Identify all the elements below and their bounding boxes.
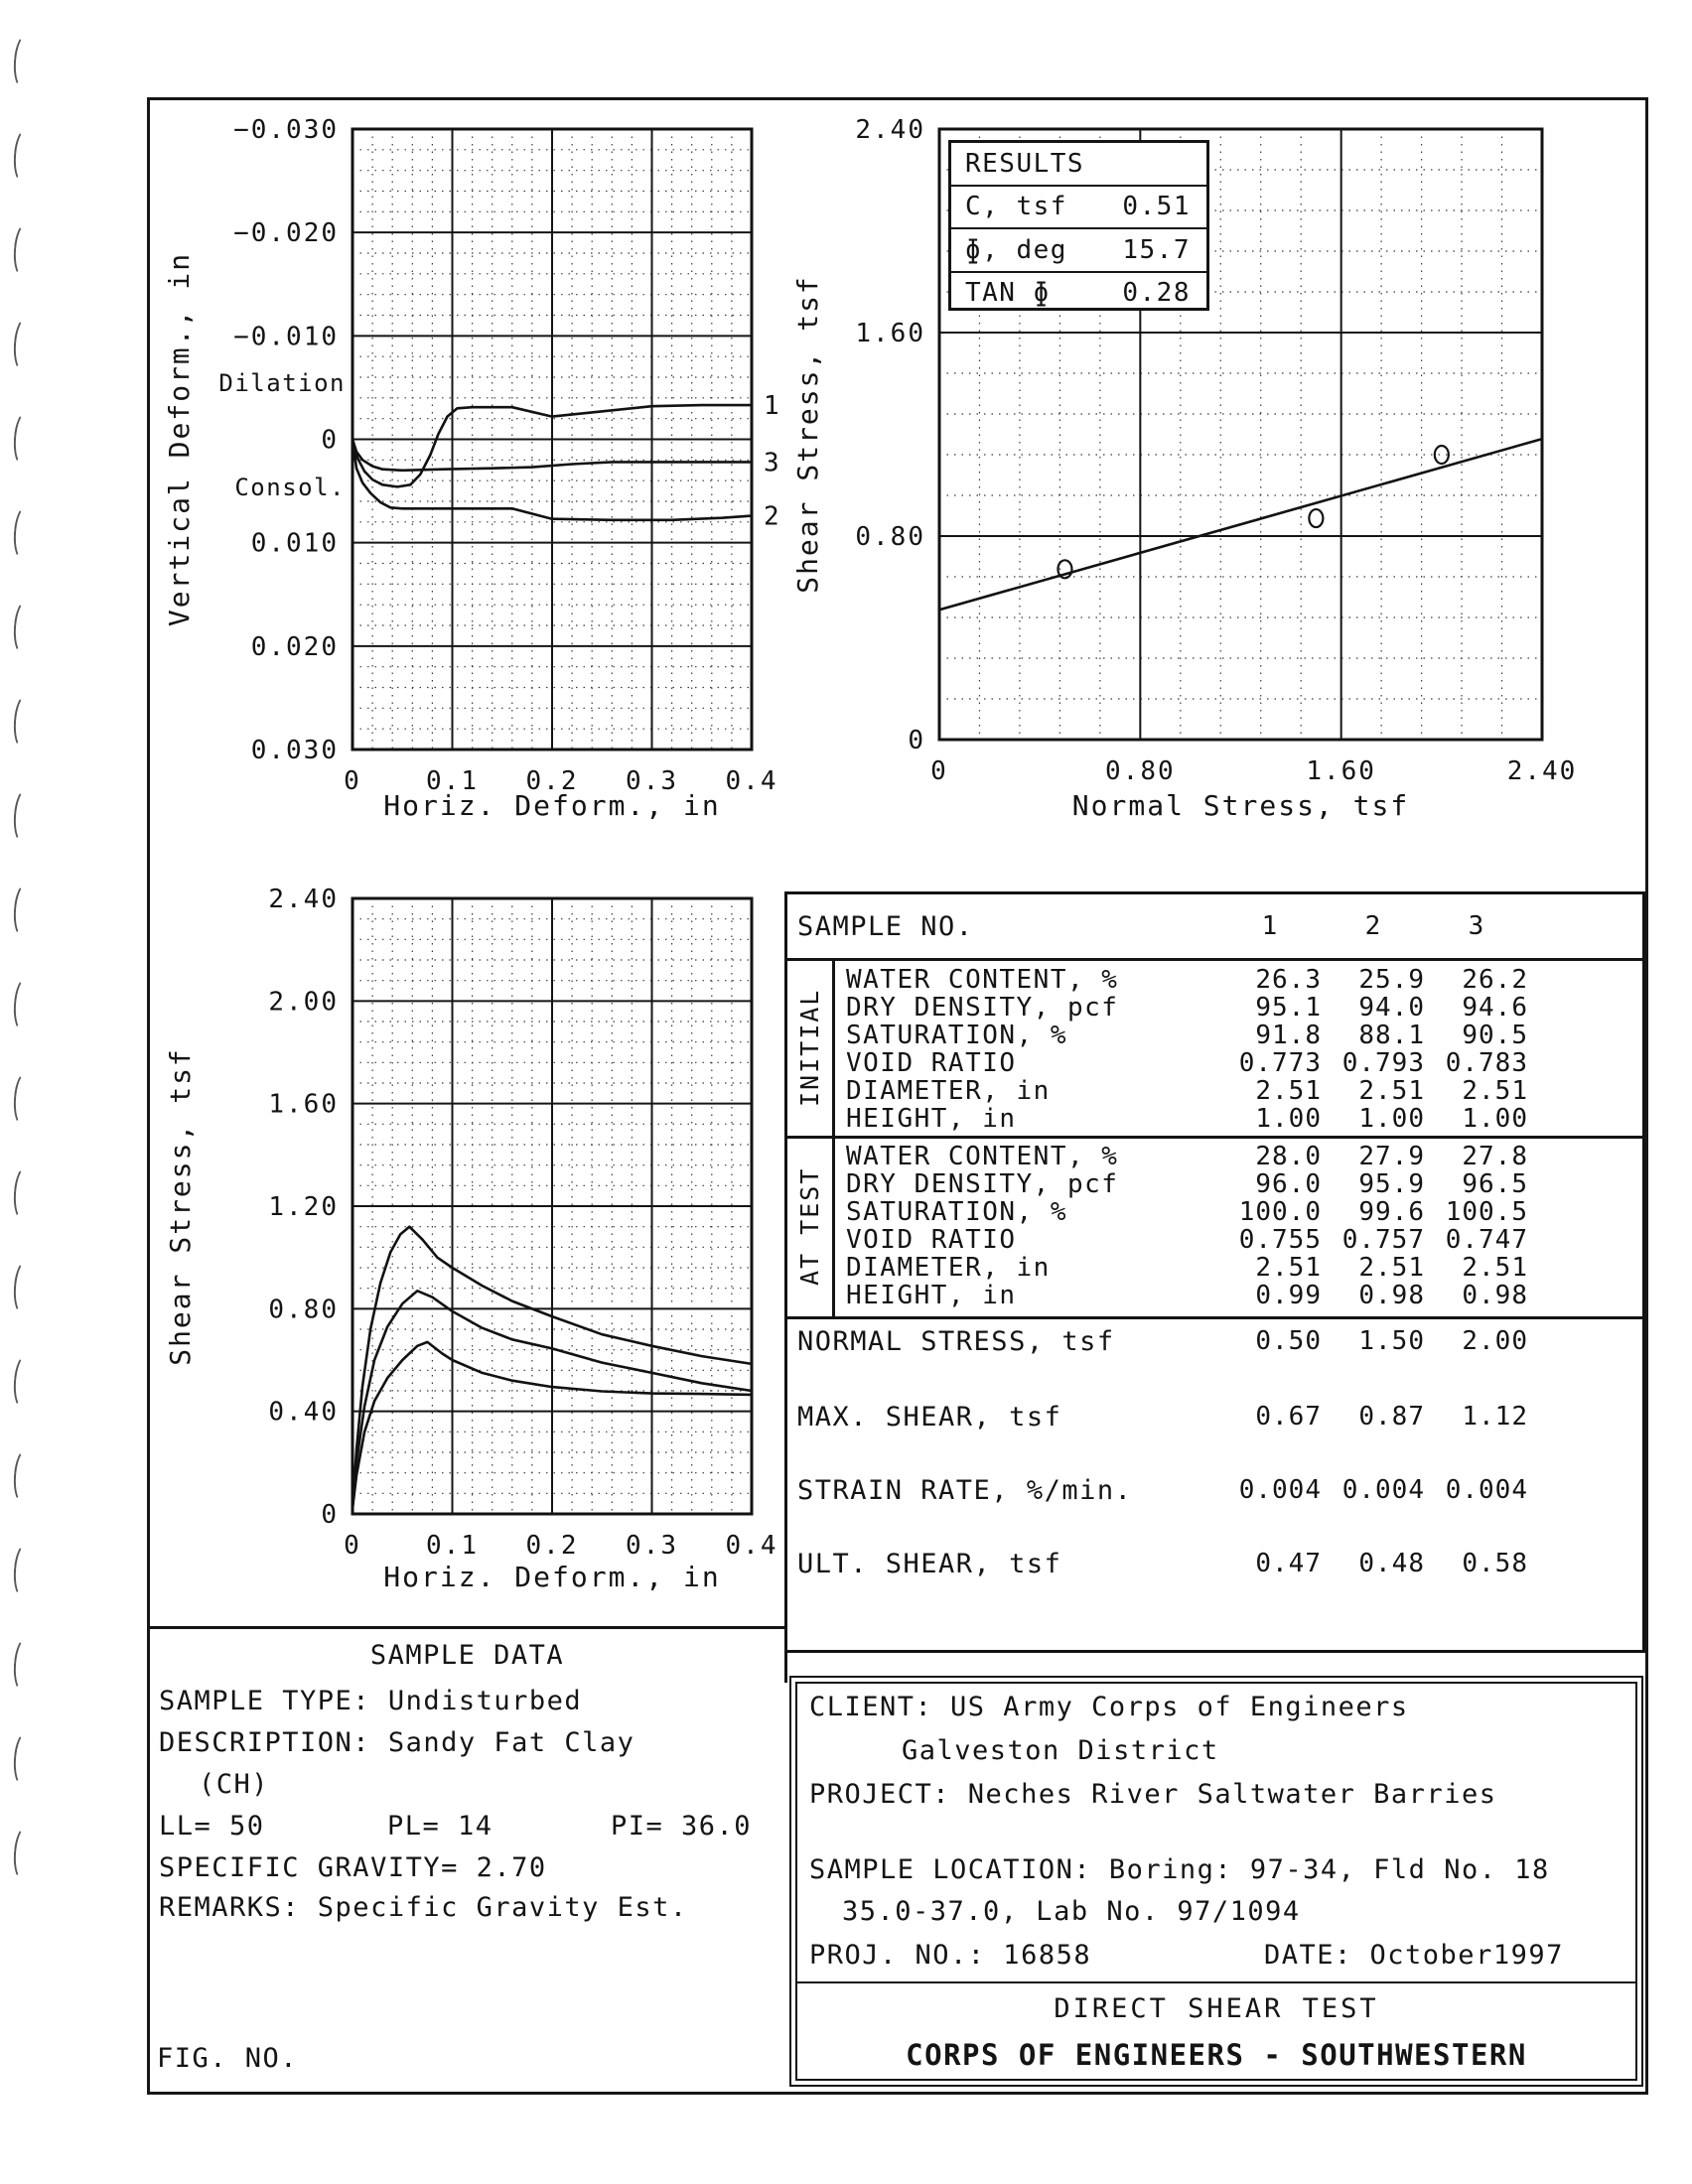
table-row: SATURATION, % 91.8 88.1 90.5 bbox=[846, 1021, 1528, 1050]
svg-text:0.3: 0.3 bbox=[626, 766, 678, 796]
vertical-deform-y-axis-title: Vertical Deform., in bbox=[163, 251, 197, 627]
sample-no-label: SAMPLE NO. bbox=[797, 910, 974, 942]
sample-location-line2: 35.0-37.0, Lab No. 97/1094 bbox=[842, 1896, 1301, 1927]
svg-text:0.3: 0.3 bbox=[626, 1531, 678, 1561]
svg-text:−0.020: −0.020 bbox=[233, 218, 339, 249]
results-row-tan-phi bbox=[951, 271, 1206, 315]
results-box bbox=[948, 140, 1209, 311]
svg-text:0.4: 0.4 bbox=[725, 1531, 778, 1561]
svg-text:0.010: 0.010 bbox=[250, 528, 339, 559]
svg-text:1.60: 1.60 bbox=[1306, 756, 1376, 786]
sample-col-2: 2 bbox=[1364, 911, 1382, 941]
svg-text:0.1: 0.1 bbox=[426, 766, 479, 796]
at-test-section-label: AT TEST bbox=[795, 1166, 824, 1286]
svg-text:0.4: 0.4 bbox=[725, 766, 778, 796]
table-row: VOID RATIO 0.773 0.793 0.783 bbox=[846, 1048, 1528, 1078]
vertical-deform-x-axis-title: Horiz. Deform., in bbox=[383, 789, 721, 822]
fig-no-label: FIG. NO. bbox=[157, 2043, 299, 2074]
svg-text:3: 3 bbox=[764, 448, 781, 478]
plastic-limit: PL= 14 bbox=[387, 1811, 494, 1842]
svg-text:0.020: 0.020 bbox=[250, 631, 339, 662]
table-row: DIAMETER, in 2.51 2.51 2.51 bbox=[846, 1253, 1528, 1283]
at-test-section bbox=[832, 1143, 1642, 1309]
svg-text:2.00: 2.00 bbox=[268, 987, 339, 1018]
sample-description: DESCRIPTION: Sandy Fat Clay bbox=[159, 1727, 635, 1758]
failure-envelope-y-axis-title: Shear Stress, tsf bbox=[790, 275, 824, 594]
svg-text:1.60: 1.60 bbox=[268, 1089, 339, 1120]
project-info-box bbox=[789, 1676, 1643, 2087]
table-row: SATURATION, % 100.0 99.6 100.5 bbox=[846, 1197, 1528, 1227]
table-row: VOID RATIO 0.755 0.757 0.747 bbox=[846, 1225, 1528, 1255]
results-row-cohesion bbox=[951, 185, 1206, 228]
svg-text:0: 0 bbox=[908, 726, 925, 755]
client-district-line: Galveston District bbox=[902, 1735, 1219, 1766]
footer-divider bbox=[797, 1981, 1635, 1983]
svg-text:0.80: 0.80 bbox=[855, 522, 925, 552]
organization-title: CORPS OF ENGINEERS - SOUTHWESTERN bbox=[906, 2038, 1527, 2072]
sample-col-3: 3 bbox=[1468, 911, 1485, 941]
svg-text:0.40: 0.40 bbox=[268, 1397, 339, 1428]
sample-data-top-divider bbox=[150, 1626, 784, 1629]
vertical-deform-chart bbox=[149, 94, 824, 834]
sample-data-title: SAMPLE DATA bbox=[369, 1640, 565, 1671]
svg-text:0: 0 bbox=[344, 1531, 361, 1561]
phi-value: 15.7 bbox=[1122, 234, 1191, 265]
svg-text:0.2: 0.2 bbox=[525, 766, 579, 796]
normal-stress-row: NORMAL STRESS, tsf 0.50 1.50 2.00 bbox=[797, 1325, 1528, 1357]
consol-annotation: Consol. bbox=[234, 474, 346, 501]
dilation-annotation: Dilation bbox=[218, 369, 346, 397]
table-divider bbox=[787, 1136, 1642, 1139]
table-row: HEIGHT, in 1.00 1.00 1.00 bbox=[846, 1104, 1528, 1134]
report-date: DATE: October1997 bbox=[1264, 1940, 1564, 1971]
svg-text:0.2: 0.2 bbox=[525, 1531, 579, 1561]
cohesion-value: 0.51 bbox=[1122, 192, 1191, 222]
max-shear-row: MAX. SHEAR, tsf 0.67 0.87 1.12 bbox=[797, 1401, 1528, 1433]
svg-text:2.40: 2.40 bbox=[855, 115, 925, 145]
tan-phi-value: 0.28 bbox=[1122, 278, 1191, 309]
ult-shear-row: ULT. SHEAR, tsf 0.47 0.48 0.58 bbox=[797, 1548, 1528, 1579]
results-title: RESULTS bbox=[965, 148, 1085, 179]
svg-text:0.1: 0.1 bbox=[426, 1531, 479, 1561]
svg-text:0: 0 bbox=[930, 756, 948, 786]
table-row: DIAMETER, in 2.51 2.51 2.51 bbox=[846, 1076, 1528, 1106]
cohesion-label: C, tsf bbox=[965, 192, 1067, 222]
sample-table bbox=[784, 891, 1645, 1653]
table-row: DRY DENSITY, pcf 96.0 95.9 96.5 bbox=[846, 1169, 1528, 1199]
table-row: WATER CONTENT, % 26.3 25.9 26.2 bbox=[846, 965, 1528, 995]
specific-gravity: SPECIFIC GRAVITY= 2.70 bbox=[159, 1852, 547, 1883]
vertical-divider bbox=[784, 1648, 787, 1683]
test-title: DIRECT SHEAR TEST bbox=[1054, 1993, 1379, 2024]
results-title-row bbox=[951, 143, 1206, 185]
sample-col-1: 1 bbox=[1261, 911, 1279, 941]
svg-text:2.40: 2.40 bbox=[268, 885, 339, 914]
svg-text:0.80: 0.80 bbox=[268, 1295, 339, 1325]
sample-type: SAMPLE TYPE: Undisturbed bbox=[159, 1686, 583, 1716]
svg-text:0.030: 0.030 bbox=[250, 736, 339, 765]
table-row: HEIGHT, in 0.99 0.98 0.98 bbox=[846, 1281, 1528, 1310]
svg-text:−0.010: −0.010 bbox=[233, 322, 339, 352]
shear-stress-y-axis-title: Shear Stress, tsf bbox=[163, 1046, 197, 1366]
phi-label: ɸ, deg bbox=[965, 234, 1067, 265]
binder-hole-marks bbox=[6, 0, 40, 1985]
svg-text:1: 1 bbox=[764, 391, 781, 422]
failure-envelope-x-axis-title: Normal Stress, tsf bbox=[1071, 789, 1410, 822]
initial-section-label: INITIAL bbox=[795, 988, 824, 1107]
results-row-phi bbox=[951, 227, 1206, 271]
svg-text:1.20: 1.20 bbox=[268, 1192, 339, 1222]
svg-text:0.80: 0.80 bbox=[1105, 756, 1176, 786]
liquid-limit: LL= 50 bbox=[159, 1811, 265, 1842]
svg-text:2: 2 bbox=[764, 501, 781, 532]
shear-stress-chart bbox=[149, 864, 824, 1603]
svg-text:1.60: 1.60 bbox=[855, 319, 925, 348]
sample-table-header bbox=[787, 894, 1642, 958]
sample-location-line: SAMPLE LOCATION: Boring: 97-34, Fld No. 18 bbox=[809, 1854, 1550, 1885]
shear-stress-x-axis-title: Horiz. Deform., in bbox=[383, 1561, 721, 1593]
tan-phi-label: TAN ɸ bbox=[965, 278, 1051, 309]
svg-text:0: 0 bbox=[344, 766, 361, 796]
sample-description-uscs: (CH) bbox=[199, 1769, 270, 1800]
project-number: PROJ. NO.: 16858 bbox=[809, 1940, 1092, 1971]
strain-rate-row: STRAIN RATE, %/min. 0.004 0.004 0.004 bbox=[797, 1474, 1528, 1506]
table-divider bbox=[787, 958, 1642, 961]
svg-text:−0.030: −0.030 bbox=[233, 115, 339, 145]
svg-text:0: 0 bbox=[321, 425, 339, 456]
project-info-box-inner bbox=[795, 1682, 1637, 2081]
client-line: CLIENT: US Army Corps of Engineers bbox=[809, 1692, 1409, 1722]
remarks: REMARKS: Specific Gravity Est. bbox=[159, 1892, 688, 1923]
table-row: DRY DENSITY, pcf 95.1 94.0 94.6 bbox=[846, 993, 1528, 1023]
table-row: WATER CONTENT, % 28.0 27.9 27.8 bbox=[846, 1142, 1528, 1171]
project-line: PROJECT: Neches River Saltwater Barries bbox=[809, 1779, 1497, 1810]
svg-text:2.40: 2.40 bbox=[1506, 756, 1578, 786]
table-divider bbox=[787, 1316, 1642, 1319]
svg-text:0: 0 bbox=[321, 1500, 339, 1530]
plasticity-index: PI= 36.0 bbox=[611, 1811, 753, 1842]
initial-section bbox=[832, 966, 1642, 1133]
